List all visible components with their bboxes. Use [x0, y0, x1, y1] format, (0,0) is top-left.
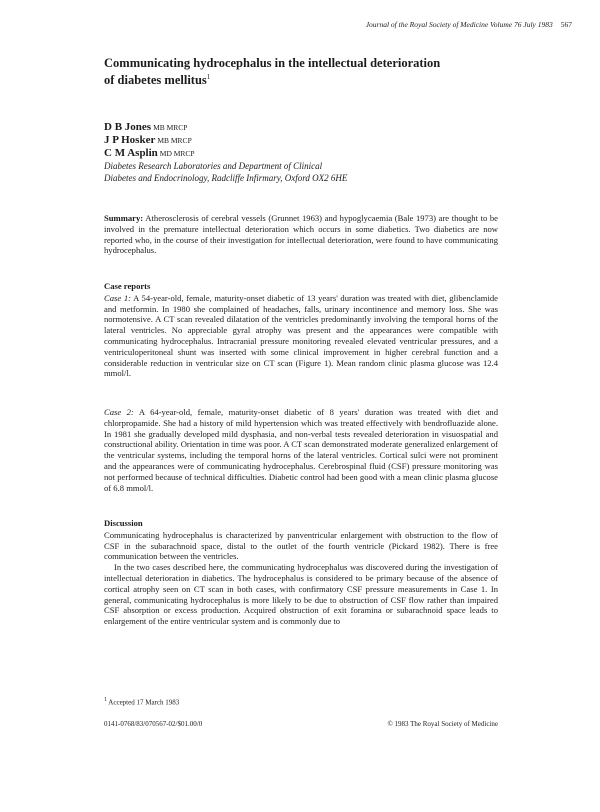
case-2-section	[104, 407, 498, 493]
author-name: D B Jones	[104, 121, 152, 133]
copyright-notice: © 1983 The Royal Society of Medicine	[387, 720, 498, 728]
case-reports-heading: Case reports	[104, 281, 151, 291]
case-2-text: A 64-year-old, female, maturity-onset diabetic of 8 years' duration was treated with diet and chlorpropamide. She had a history of mild hypertension which was treated effectively with bendrofluazide alone. In 1981 she gradually developed mild dysphasia, and non-verbal tests revealed deterioration in visuospatial and constructional ability. Orientation in time was poor. A CT scan demonstrated moderate generalized enlargement of the ventricular systems, including the temporal horns of the lateral ventricles. Cortical sulci were not prominent and the appearances were of communicating hydrocephalus. Cerebrospinal fluid (CSF) pressure monitoring was not performed because of technical difficulties. Diabetic control had been good with a mean clinic plasma glucose of 6.8 mmol/l.	[104, 407, 498, 493]
journal-name: Journal of the Royal Society of Medicine Volume 76 July 1983	[365, 20, 553, 29]
discussion-section	[104, 518, 498, 627]
article-title-text: Communicating hydrocephalus in the intellectual deterioration of diabetes mellitus	[104, 56, 441, 88]
author-name: C M Asplin	[104, 147, 158, 159]
summary-text: Atherosclerosis of cerebral vessels (Grunnet 1963) and hypoglycaemia (Bale 1973) are thought to be involved in the premature intellectual deterioration which occurs in some diabetics. Two diabetics are now reported who, in the course of their investigation for intellectual deterioration, were found to have communicating hydrocephalus.	[104, 213, 498, 256]
case-reports-section	[104, 281, 498, 379]
author-line	[104, 134, 484, 147]
author-line	[104, 121, 484, 134]
discussion-paragraph: Communicating hydrocephalus is characterized by panventricular enlargement with obstruction to the flow of CSF in the subarachnoid space, distal to the outlet of the fourth ventricle (Pickard 1982). There is free communication between the ventricles.	[104, 529, 498, 562]
page-number: 567	[560, 20, 572, 29]
discussion-heading: Discussion	[104, 518, 143, 528]
author-name: J P Hosker	[104, 134, 156, 146]
author-block	[104, 121, 484, 184]
author-line	[104, 147, 484, 160]
page-footer	[104, 720, 498, 728]
author-degrees: MB MRCP	[153, 123, 188, 132]
affiliation-line: Diabetes and Endocrinology, Radcliffe Infirmary, Oxford OX2 6HE	[104, 173, 348, 183]
summary-block	[104, 213, 498, 256]
affiliation-line: Diabetes Research Laboratories and Department of Clinical	[104, 161, 323, 171]
article-title	[104, 56, 444, 87]
case-1-paragraph	[104, 293, 498, 379]
footnote-mark: 1	[104, 697, 107, 703]
case-2-paragraph	[104, 407, 498, 493]
case-1-text: A 54-year-old, female, maturity-onset diabetic of 13 years' duration was treated with diet, glibenclamide and metformin. In 1980 she complained of headaches, falls, urinary incontinence and memory loss. She was normotensive. A CT scan revealed dilatation of the ventricles predominantly involving the temporal horns of the lateral ventricles. No appreciable gyral atrophy was present and the appearances were compatible with communicating hydrocephalus. Intracranial pressure monitoring revealed elevated ventricular pressures, and a ventriculoperitoneal shunt was inserted with some clinical improvement in higher cerebral function and a considerable reduction in ventricular size on CT scan (Figure 1). Mean random clinic plasma glucose was 12.4 mmol/l.	[104, 292, 498, 379]
title-footnote-mark: 1	[206, 73, 211, 81]
article-code: 0141-0768/83/070567-02/$01.00/0	[104, 720, 203, 728]
case-1-label: Case 1:	[104, 292, 131, 303]
case-2-label: Case 2:	[104, 407, 134, 417]
running-head	[250, 20, 572, 29]
author-degrees: MB MRCP	[157, 136, 192, 145]
summary-label: Summary:	[104, 213, 144, 223]
footnote-text: Accepted 17 March 1983	[108, 698, 180, 707]
footnote	[104, 697, 179, 706]
author-degrees: MD MRCP	[159, 149, 195, 158]
discussion-paragraph: In the two cases described here, the communicating hydrocephalus was discovered during the investigation of intellectual deterioration in diabetics. The hydrocephalus is considered to be primary because of the absence of cortical atrophy seen on CT scan in both cases, with confirmatory CSF pressure measurements in Case 1. In general, communicating hydrocephalus is more likely to be due to obstruction of CSF flow rather than impaired CSF absorption or excess production. Acquired obstruction of exit foramina or subarachnoid space leads to enlargement of the entire ventricular system and is commonly due to	[104, 562, 498, 627]
